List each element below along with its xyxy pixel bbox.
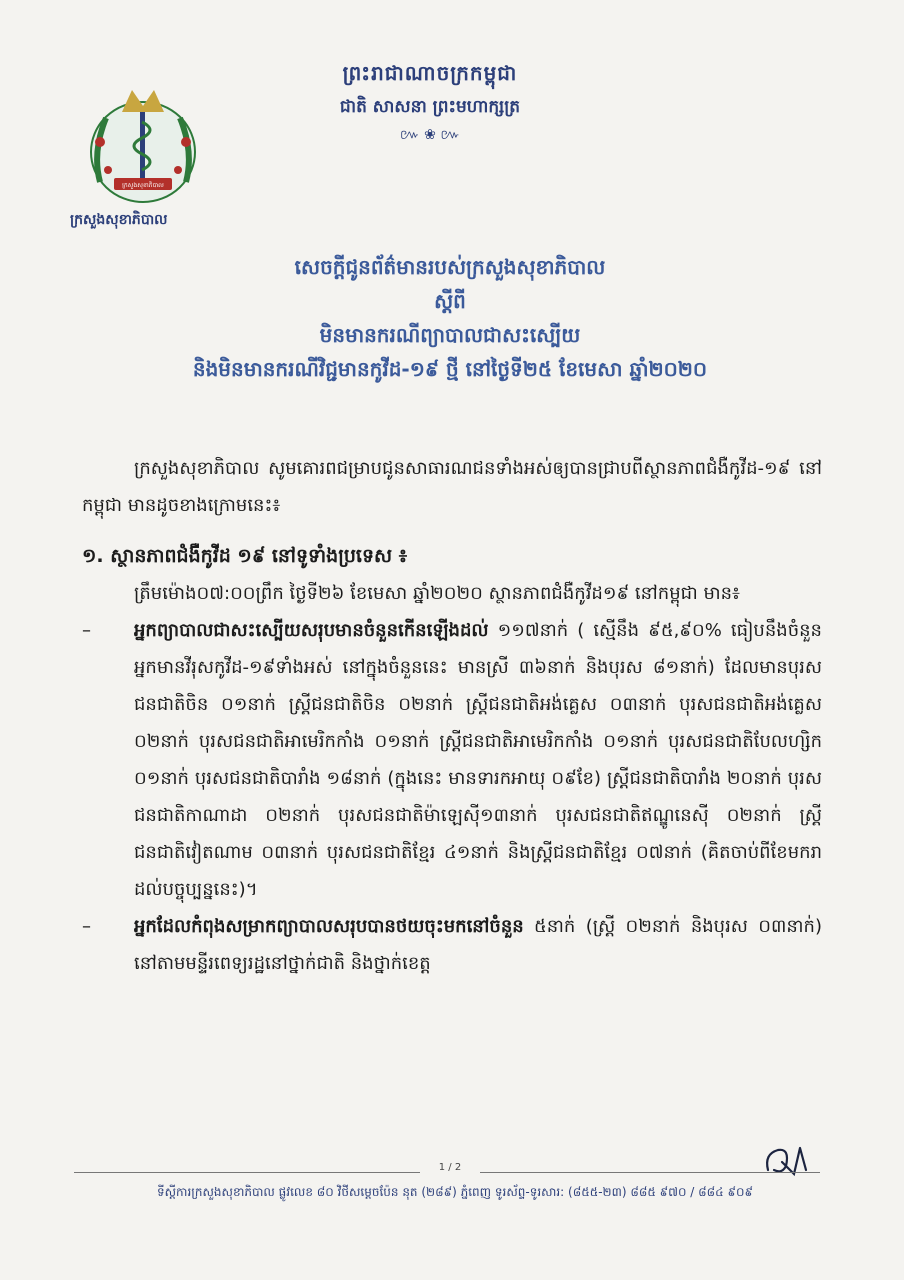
bullet-recovered-lead: អ្នកព្យាបាលជាសះស្បើយសរុបមានចំនួនកើនឡើងដល់ xyxy=(134,620,489,641)
document-body xyxy=(82,450,822,982)
kingdom-name: ព្រះរាជាណាចក្រកម្ពុជា xyxy=(342,61,518,85)
footer-address: ទីស្តីការក្រសួងសុខាភិបាល ផ្លូវលេខ ៨០ វិថីសម្តេចប៉ែន នុត (២៨៩) ភ្នំពេញ ទូរស័ព្ទ-ទូរសារ: (៨៥៥-២៣) ៨៨៥ ៩៧០ / ៨៨៤ ៩០៩ xyxy=(157,1185,753,1199)
intro-paragraph: ក្រសួងសុខាភិបាល សូមគោរពជម្រាបជូនសាធារណជនទាំងអស់ឲ្យបានជ្រាបពីស្ថានភាពជំងឺកូវីដ-១៩ នៅកម្ពុជា មានដូចខាងក្រោមនេះ៖ xyxy=(82,458,822,516)
title-line-4: និងមិនមានករណីវិជ្ជមានកូវីដ-១៩ ថ្មី នៅថ្ងៃទី២៥ ខែមេសា ឆ្នាំ២០២០ xyxy=(192,357,708,381)
bullet-dash: – xyxy=(82,620,91,641)
bullet-recovered xyxy=(82,612,822,908)
logo-banner-text: ក្រសួងសុខាភិបាល xyxy=(122,182,164,189)
bullet-in-treatment-lead: អ្នកដែលកំពុងសម្រាកព្យាបាលសរុបបានថយចុះមកនៅចំនួន xyxy=(134,916,524,937)
kingdom-header xyxy=(300,60,560,146)
bullet-in-treatment xyxy=(82,908,822,982)
page-number: 1 / 2 xyxy=(420,1162,480,1173)
section-1-intro: ត្រឹមម៉ោង០៧:០០ព្រឹក ថ្ងៃទី២៦ ខែមេសា ឆ្នាំ២០២០ ស្ថានភាពជំងឺកូវីដ១៩ នៅកម្ពុជា មាន៖ xyxy=(134,583,740,604)
document-title xyxy=(90,250,810,386)
bullet-in-treatment-detail: ៥នាក់ (ស្ត្រី ០២នាក់ និងបុរស ០៣នាក់) នៅតាមមន្ទីរពេទ្យរដ្ឋនៅថ្នាក់ជាតិ និងថ្នាក់ខេត្ត xyxy=(134,916,822,974)
title-line-1: សេចក្តីជូនព័ត៌មានរបស់ក្រសួងសុខាភិបាល xyxy=(294,255,606,279)
bullet-recovered-text xyxy=(134,612,822,908)
bullet-dash: – xyxy=(82,916,91,937)
bullet-recovered-detail: ១១៧នាក់ ( ស្មើនឹង ៩៥,៩០% ធៀបនឹងចំនួនអ្នកមានវីរុសកូវីដ-១៩ទាំងអស់ នៅក្នុងចំនួននេះ មានស្រី ៣៦នាក់ និងបុរស ៨១នាក់) ដែលមានបុរសជនជាតិចិន ០១នាក់ ស្ត្រីជនជាតិចិន ០២នាក់ ស្ត្រីជនជាតិអង់គ្លេស ០៣នាក់ បុរសជនជាតិអង់គ្លេស ០២នាក់ បុរសជនជាតិអាមេរិកកាំង ០១នាក់ ស្ត្រីជនជាតិអាមេរិកកាំង ០១នាក់ បុរសជនជាតិបែលហ្សិក ០១នាក់ បុរសជនជាតិបារាំង ១៨នាក់ (ក្នុងនេះ មានទារកអាយុ ០៩ខែ) ស្ត្រីជនជាតិបារាំង ២០នាក់ បុរសជនជាតិកាណាដា ០២នាក់ បុរសជនជាតិម៉ាឡេស៊ី១៣នាក់ បុរសជនជាតិឥណ្ឌូនេស៊ី ០២នាក់ ស្ត្រីជនជាតិវៀតណាម ០៣នាក់ បុរសជនជាតិខ្មែរ ៤១នាក់ និងស្ត្រីជនជាតិខ្មែរ ០៧នាក់ (គិតចាប់ពីខែមករាដល់បច្ចុប្បន្ននេះ)។ xyxy=(134,620,822,900)
signature-initials-icon xyxy=(760,1140,816,1180)
ministry-caption: ក្រសួងសុខាភិបាល xyxy=(70,212,168,228)
section-1-heading: ១. ស្ថានភាពជំងឺកូវីដ ១៩ នៅទូទាំងប្រទេស ៖ xyxy=(82,545,408,567)
title-line-3: មិនមានករណីព្យាបាលជាសះស្បើយ xyxy=(319,323,581,347)
national-motto: ជាតិ សាសនា ព្រះមហាក្សត្រ xyxy=(339,97,521,117)
ministry-logo-icon xyxy=(78,82,208,212)
title-line-2: ស្តីពី xyxy=(434,289,466,313)
bullet-in-treatment-text xyxy=(134,908,822,982)
ornament: ៚ ❀ ៚ xyxy=(399,127,461,143)
